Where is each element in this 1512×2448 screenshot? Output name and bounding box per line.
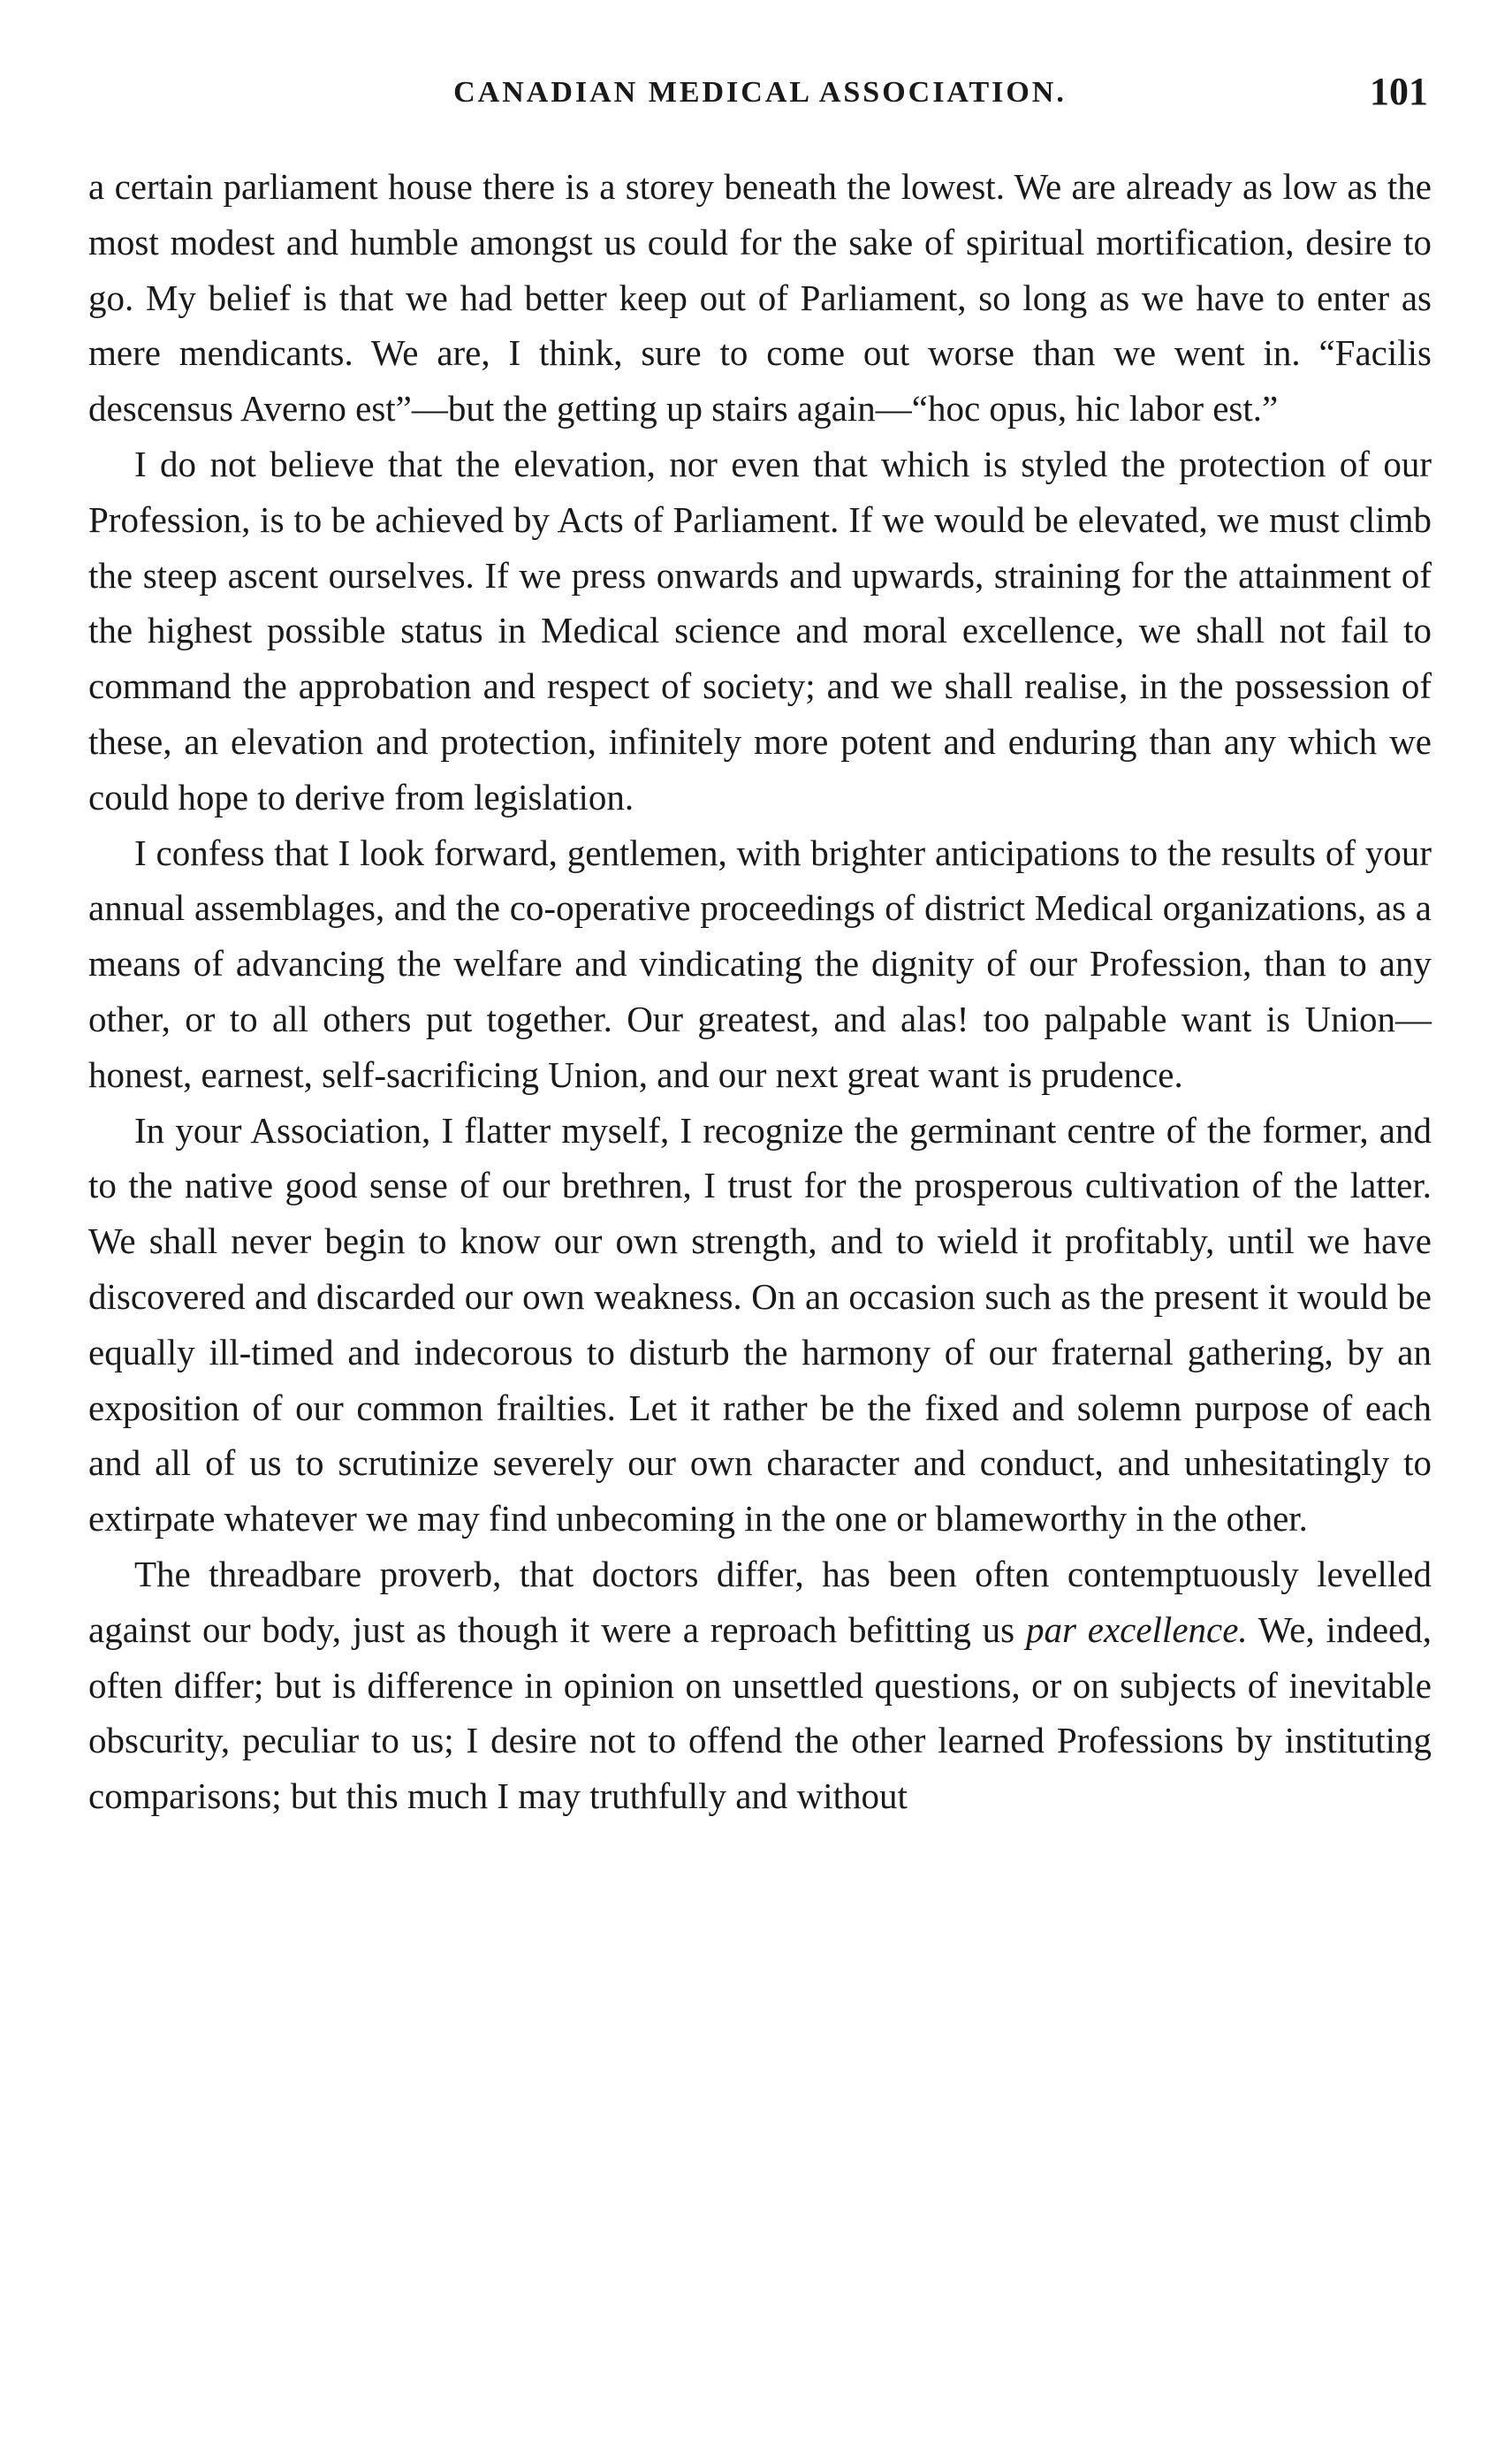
running-title: CANADIAN MEDICAL ASSOCIATION. xyxy=(453,76,1067,109)
paragraph-3: I confess that I look forward, gentlemen, with brighter anticipations to the results of your annual assemblages, and the co-operative proceedings of district Medical organizations, as a means of advancing the welfare and vindicating the dignity of our Profession, than to any other, or to all others put together. Our greatest, and alas! too palpable want is Union—honest, earnest, self-sacrificing Union, and our next great want is prudence. xyxy=(88,832,1432,1095)
book-page xyxy=(88,0,1432,2448)
running-head xyxy=(88,69,1432,122)
paragraph-5-text-before: The threadbare proverb, that doctors differ, has been often contemptuously levelled against our body, just as though it were a reproach befitting us xyxy=(88,1553,1432,1650)
paragraph-5 xyxy=(88,1547,1432,1824)
paragraph-2: I do not believe that the elevation, nor even that which is styled the protection of our Profession, is to be achieved by Acts of Parliament. If we would be elevated, we must climb the steep ascent ourselves. If we press onwards and upwards, straining for the attainment of the highest possible status in Medical science and moral excellence, we shall not fail to command the approbation and respect of society; and we shall realise, in the possession of these, an elevation and protection, infinitely more potent and enduring than any which we could hope to derive from legislation. xyxy=(88,443,1432,817)
paragraph-5-text-after: We, indeed, often differ; but is difference in opinion on unsettled questions, or on subjects of inevitable obscurity, peculiar to us; I desire not to offend the other learned Professions by instituting comparisons; but this much I may truthfully and without xyxy=(88,1608,1432,1817)
paragraph-4: In your Association, I flatter myself, I recognize the germinant centre of the former, and to the native good sense of our brethren, I trust for the prosperous cultivation of the latter. We shall never begin to know our own strength, and to wield it profitably, until we have discovered and discarded our own weakness. On an occasion such as the present it would be equally ill-timed and indecorous to disturb the harmony of our fraternal gathering, by an exposition of our common frailties. Let it rather be the fixed and solemn purpose of each and all of us to scrutinize severely our own character and conduct, and unhesitatingly to extirpate whatever we may find unbecoming in the one or blameworthy in the other. xyxy=(88,1109,1432,1540)
page-number: 101 xyxy=(1370,70,1428,113)
body-text xyxy=(88,159,1432,1824)
paragraph-5-italic-phrase: par excellence. xyxy=(1025,1608,1248,1650)
paragraph-1: a certain parliament house there is a storey beneath the lowest. We are already as low as the most modest and humble amongst us could for the sake of spiritual mortification, desire to go. My belief is that we had better keep out of Parliament, so long as we have to enter as mere mendicants. We are, I think, sure to come out worse than we went in. “Facilis descensus Averno est”—but the getting up stairs again—“hoc opus, hic labor est.” xyxy=(88,166,1432,430)
